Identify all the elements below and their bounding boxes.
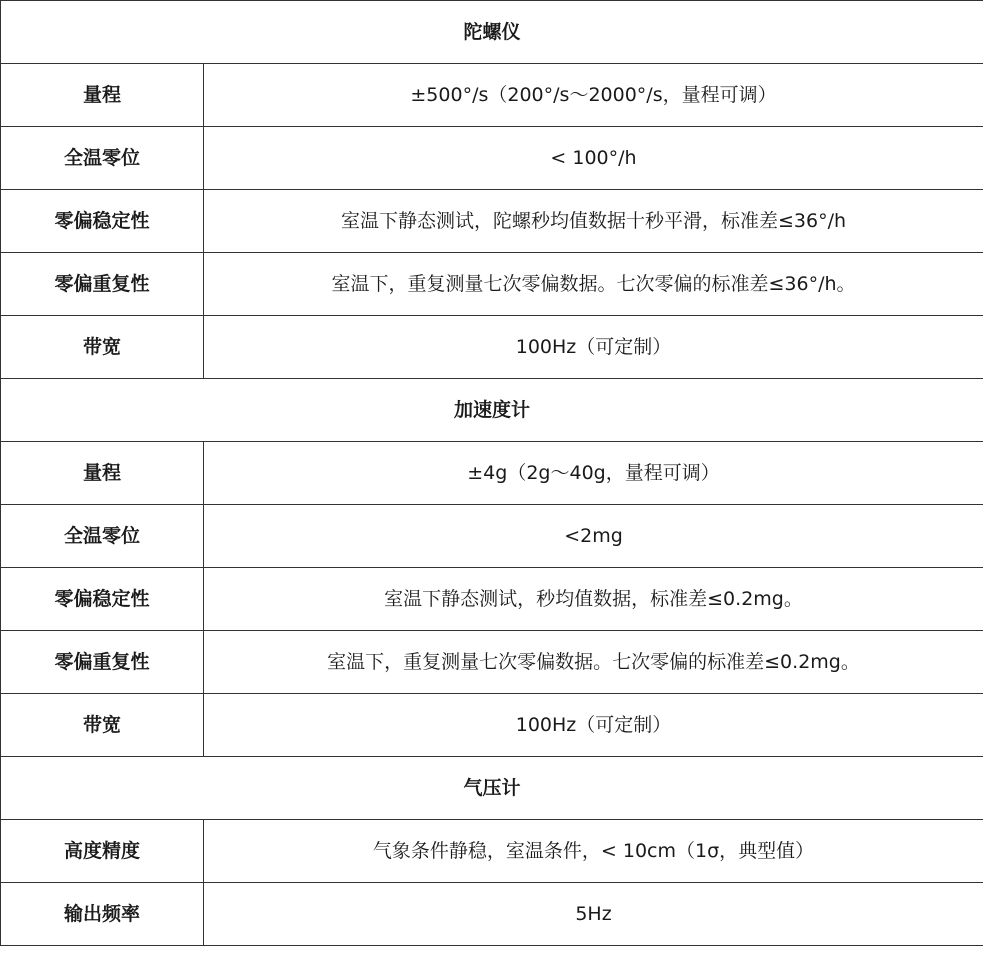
section-title: 陀螺仪 <box>1 1 983 64</box>
param-name: 零偏重复性 <box>1 253 204 316</box>
table-row <box>1 820 983 883</box>
param-value: 室温下静态测试，秒均值数据，标准差≤0.2mg。 <box>204 568 983 631</box>
table-row <box>1 505 983 568</box>
param-name: 带宽 <box>1 694 204 757</box>
table-row <box>1 631 983 694</box>
table-row <box>1 568 983 631</box>
param-name: 输出频率 <box>1 883 204 946</box>
param-name: 带宽 <box>1 316 204 379</box>
param-value: 5Hz <box>204 883 983 946</box>
param-name: 零偏稳定性 <box>1 190 204 253</box>
table-row <box>1 883 983 946</box>
param-name: 量程 <box>1 442 204 505</box>
param-name: 全温零位 <box>1 127 204 190</box>
param-name: 量程 <box>1 64 204 127</box>
param-value: 气象条件静稳，室温条件，< 10cm（1σ，典型值） <box>204 820 983 883</box>
section-title: 气压计 <box>1 757 983 820</box>
table-row <box>1 316 983 379</box>
param-value: 室温下静态测试，陀螺秒均值数据十秒平滑，标准差≤36°/h <box>204 190 983 253</box>
section-header-row <box>1 757 983 820</box>
table-row <box>1 253 983 316</box>
section-header-row <box>1 379 983 442</box>
param-value: 100Hz（可定制） <box>204 694 983 757</box>
param-value: < 100°/h <box>204 127 983 190</box>
param-value: ±500°/s（200°/s～2000°/s，量程可调） <box>204 64 983 127</box>
param-value: 室温下，重复测量七次零偏数据。七次零偏的标准差≤36°/h。 <box>204 253 983 316</box>
param-name: 零偏重复性 <box>1 631 204 694</box>
table-row <box>1 190 983 253</box>
param-name: 零偏稳定性 <box>1 568 204 631</box>
section-header-row <box>1 1 983 64</box>
table-row <box>1 64 983 127</box>
table-row <box>1 127 983 190</box>
section-title: 加速度计 <box>1 379 983 442</box>
table-row <box>1 694 983 757</box>
table-row <box>1 442 983 505</box>
param-value: <2mg <box>204 505 983 568</box>
param-name: 全温零位 <box>1 505 204 568</box>
param-value: 室温下，重复测量七次零偏数据。七次零偏的标准差≤0.2mg。 <box>204 631 983 694</box>
param-value: ±4g（2g～40g，量程可调） <box>204 442 983 505</box>
param-value: 100Hz（可定制） <box>204 316 983 379</box>
param-name: 高度精度 <box>1 820 204 883</box>
